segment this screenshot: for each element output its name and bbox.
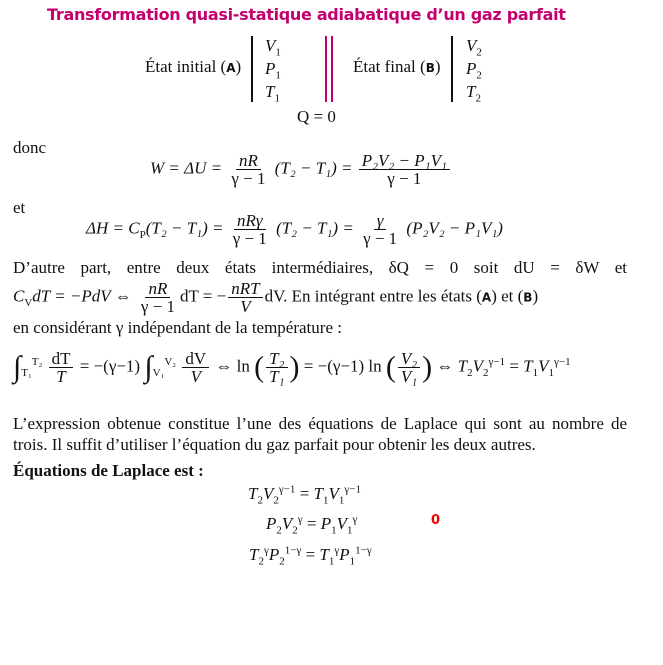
num: nRγ [234, 212, 266, 230]
paragraph-line: L’expression obtenue constitue l’une des équations de Laplace qui sont au nombre de [13, 414, 627, 433]
paragraph-line: $C_VdT = -PdV$ ⇔ $\frac{nR}{\gamma - 1}$ dT = − $\frac{\text{nRT}}{V}$ dV. En intégrant entre les états (A) et (B) [13, 279, 539, 316]
fraction [182, 350, 209, 385]
marker-b: B [425, 61, 435, 75]
enthalpy-equation: $\Delta H = C_P(T_2 - T_1)$ = $\frac{\text{nRγ}}{\gamma - 1}$ (T₂ − T₁) = $\frac{\gamma}{\gamma - 1}$ (P₂V₂ − P₁V₁) [86, 211, 503, 248]
paragraph-line: trois. Il suffit d’utiliser l’équation du gaz parfait pour obtenir les deux autres. [13, 435, 536, 454]
idx: 1 [275, 46, 281, 59]
divider [251, 36, 253, 102]
idx: 2 [476, 46, 482, 59]
eq-part: W = ΔU = [150, 158, 223, 178]
num: nR [236, 152, 261, 170]
den: V [240, 297, 251, 316]
label-text: État final ( [353, 57, 426, 76]
idx: 1 [274, 92, 280, 105]
marker-b: B [523, 290, 533, 305]
idx: 2 [475, 92, 481, 105]
paren: ) [235, 57, 242, 76]
var: V [265, 36, 276, 55]
marker-a: A [226, 61, 236, 75]
num: P₂V₂ − P₁V₁ [359, 152, 450, 170]
separator [325, 36, 327, 102]
fraction [228, 152, 268, 187]
num: nRT [228, 280, 262, 298]
num: dV [182, 350, 209, 368]
laplace-eq-2: $P_2V_2^\gamma = P_1V_1^\gamma$ [266, 513, 358, 537]
initial-state-label [145, 57, 241, 77]
fraction [138, 280, 178, 315]
eq-part: (P₂V₂ − P₁V₁) [406, 218, 503, 238]
var: V [466, 36, 477, 55]
num: nR [145, 280, 170, 298]
q-zero: Q = 0 [297, 107, 336, 126]
label-text: État initial ( [145, 57, 227, 76]
fraction: $\frac{dT}{T}$ [49, 350, 74, 385]
work-equation [150, 152, 452, 187]
marker-a: A [481, 290, 492, 305]
den: γ − 1 [232, 229, 267, 248]
paren: ) [434, 57, 441, 76]
final-vars [466, 34, 482, 103]
num: dT [49, 350, 74, 368]
et-text: et [13, 198, 26, 217]
fraction [230, 212, 270, 247]
var: P [265, 59, 276, 78]
text: C [13, 286, 25, 306]
den: γ − 1 [231, 169, 266, 188]
var: T [466, 82, 476, 101]
idx: 2 [476, 69, 482, 82]
final-state-label [353, 57, 441, 77]
donc-text: donc [13, 138, 47, 157]
fraction [360, 212, 400, 247]
paragraph-line: D’autre part, entre deux états intermédiaires, δQ = 0 soit dU = δW et [13, 258, 627, 277]
laplace-eq-1: $T_2V_2^{\gamma-1} = T_1V_1^{\gamma-1}$ [248, 483, 361, 507]
eq-part: ΔH = C [86, 218, 140, 238]
section-title: Transformation quasi-statique adiabatique d’un gaz parfait [47, 5, 566, 24]
text: = − [202, 286, 227, 306]
text: ) et ( [491, 286, 524, 306]
divider [451, 36, 453, 102]
paragraph-line: en considérant γ indépendant de la température : [13, 318, 342, 337]
den: γ − 1 [363, 229, 398, 248]
laplace-eq-3: $T_2^\gamma P_2^{1-\gamma} = T_1^\gamma P_1^{1-\gamma}$ [249, 544, 372, 568]
num: γ [374, 212, 387, 230]
text: dV [264, 286, 284, 306]
text: ) [532, 286, 539, 306]
idx: 1 [275, 69, 281, 82]
separator [331, 36, 333, 102]
eq-part: (T₂ − T₁) = [145, 218, 224, 238]
den: V [190, 367, 201, 386]
integral-equation: $\int_{T_1}^{T_2}$ $\frac{dT}{T}$ = −(γ−1) $\int_{V_1}^{V_2}$ $\frac{dV}{V}$ ⇔ ln ( $\frac{\text{T₂}}{\text{T₁}}$ ) = −(γ−1) ln ( $\frac{\text{V₂}}{\text{V₁}}$ ) ⇔ $T_2V_2^{\gamma-1} = T_1V_1^{\gamma-1}$ [13, 349, 571, 386]
text: dT = −PdV ⇔ [32, 286, 132, 306]
eq-part: (T₂ − T₁) = [276, 218, 354, 238]
eq-part: (T₂ − T₁) = [274, 158, 353, 178]
red-mark: 0 [431, 513, 441, 528]
den: γ − 1 [387, 169, 422, 188]
laplace-heading: Équations de Laplace est : [13, 461, 204, 480]
fraction [228, 280, 262, 315]
initial-vars [265, 34, 281, 103]
var: T [265, 82, 275, 101]
den: γ − 1 [140, 297, 175, 316]
var: P [466, 59, 477, 78]
text: dT [179, 286, 199, 306]
fraction [359, 152, 450, 187]
text: . En intégrant entre les états ( [283, 286, 482, 306]
